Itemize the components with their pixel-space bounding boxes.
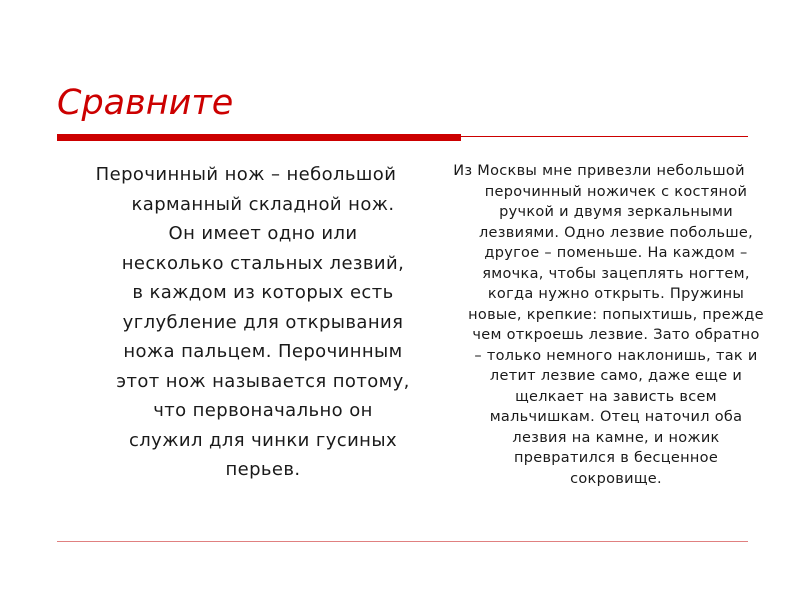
title-accent-bar xyxy=(57,134,461,141)
definition-text: Перочинный нож – небольшой карманный складной нож. Он имеет одно или несколько стальных лезвий, в каждом из которых есть углубление для открывания ножа пальцем. Перочинным этот нож называется потому, что первоначально он служил для чинки гусиных перьев. xyxy=(95,164,410,480)
story-excerpt-text: Из Москвы мне привезли небольшой перочинный ножичек с костяной ручкой и двумя зеркальными лезвиями. Одно лезвие побольше, другое – поменьше. На каждом – ямочка, чтобы зацеплять ногтем, когда нужно открыть. Пружины новые, крепкие: попыхтишь, прежде чем откроешь лезвие. Зато обратно – только немного наклонишь, так и летит лезвие само, даже еще и щелкает на зависть всем мальчишкам. Отец наточил оба лезвия на камне, и ножик превратился в бесценное сокровище. xyxy=(453,163,764,487)
bottom-divider-line xyxy=(57,541,748,542)
title-divider-line xyxy=(461,136,748,137)
slide-title: Сравните xyxy=(57,83,234,123)
